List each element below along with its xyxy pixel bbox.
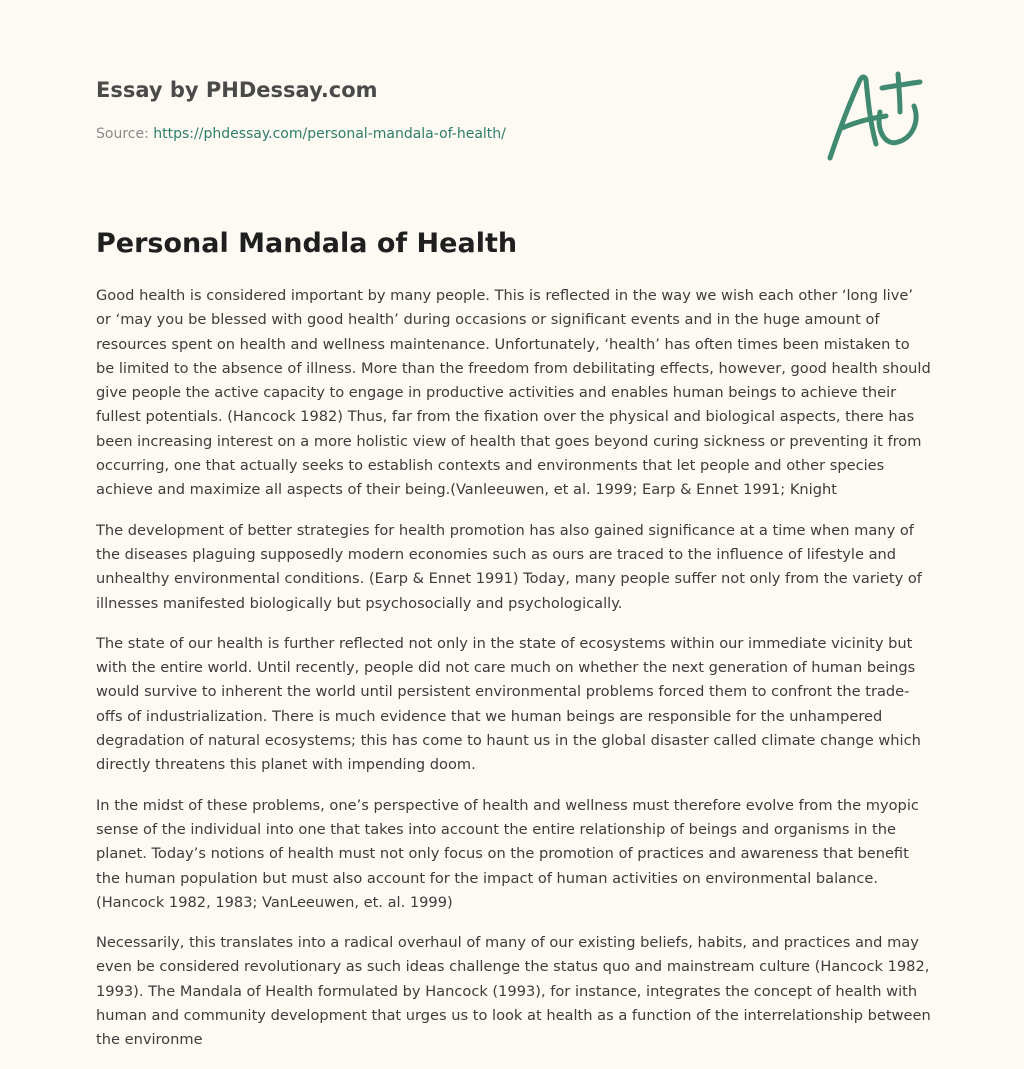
essay-paragraph: The state of our health is further reflected not only in the state of ecosystems within our immediate vicinity but with the entire world. Until recently, people did not care much on whether the next generation of human beings would survive to inherent the world until persistent environmental problems forced them to confront the trade-offs of industrialization. There is much evidence that we human beings are responsible for the unhampered degradation of natural ecosystems; this has come to haunt us in the global disaster called climate change which directly threatens this planet with impending doom. — [96, 634, 921, 774]
a-plus-logo-icon — [820, 66, 928, 166]
essay-paragraph: In the midst of these problems, one’s perspective of health and wellness must therefore evolve from the myopic sense of the individual into one that takes into account the entire relationship of beings and organisms in the planet. Today’s notions of health must not only focus on the promotion of practices and awareness that benefit the human population but must also account for the impact of human activities on environmental balance. (Hancock 1982, 1983; VanLeeuwen, et. al. 1999) — [96, 796, 919, 911]
essay-header — [96, 76, 796, 144]
source-label: Source: — [96, 126, 149, 142]
essay-paragraph: Good health is considered important by many people. This is reflected in the way we wish each other ‘long live’ or ‘may you be blessed with good health’ during occasions or significant events and in the huge amount of resources spent on health and wellness maintenance. Unfortunately, ‘health’ has often times been mistaken to be limited to the absence of illness. More than the freedom from debilitating effects, however, good health should give people the active capacity to engage in productive activities and enables human beings to achieve their fullest potentials. (Hancock 1982) Thus, far from the fixation over the physical and biological aspects, there has been increasing interest on a more holistic view of health that goes beyond curing sickness or preventing it from occurring, one that actually seeks to establish contexts and environments that let people and other species achieve and maximize all aspects of their being.(Vanleeuwen, et al. 1999; Earp & Ennet 1991; Knight — [96, 287, 931, 499]
source-line — [96, 124, 796, 144]
brand-title: Essay by PHDessay.com — [96, 78, 378, 102]
essay-title: Personal Mandala of Health — [96, 228, 518, 259]
essay-paragraph: The development of better strategies for health promotion has also gained significance at a time when many of the diseases plaguing supposedly modern economies such as ours are traced to the influence of lifestyle and unhealthy environmental conditions. (Earp & Ennet 1991) Today, many people suffer not only from the variety of illnesses manifested biologically but psychosocially and psychologically. — [96, 521, 922, 612]
essay-paragraph: Necessarily, this translates into a radical overhaul of many of our existing beliefs, habits, and practices and may even be considered revolutionary as such ideas challenge the status quo and mainstream culture (Hancock 1982, 1993). The Mandala of Health formulated by Hancock (1993), for instance, integrates the concept of health with human and community development that urges us to look at health as a function of the interrelationship between the environme — [96, 934, 931, 1049]
essay-body — [96, 284, 932, 1069]
source-link[interactable]: https://phdessay.com/personal-mandala-of-health/ — [153, 126, 506, 142]
